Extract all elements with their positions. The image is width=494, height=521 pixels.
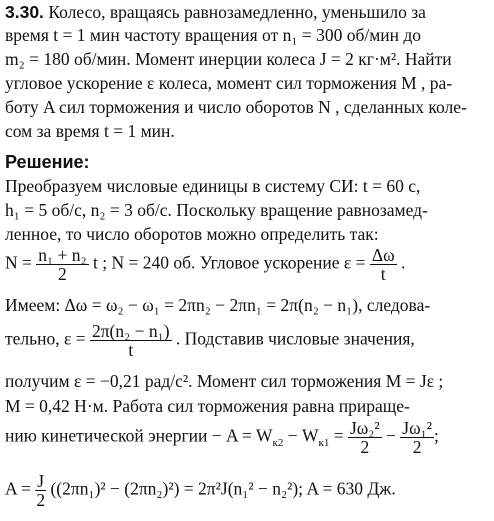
formula-work-eq: = [329,425,344,446]
solution-line-6 [5,322,415,359]
problem-line-1 [5,2,426,23]
fraction-eps-denominator: t [128,340,134,360]
solution-line-7: получим ε = −0,21 рад/с². Момент сил торможения M = Jε ; [5,371,444,391]
fraction-epsilon-denominator: t [380,264,386,284]
formula-eps-lhs: тельно, ε = [5,328,86,349]
problem-line-4: угловое ускорение ε колеса, момент сил торможения M , ра- [5,73,453,93]
fraction-energy-2 [348,419,382,456]
solution-line-8: M = 0,42 Н·м. Работа сил торможения равна прираще- [5,396,410,416]
fraction-j-half-denominator: 2 [36,490,46,510]
formula-n-lhs: N = [5,252,32,273]
fraction-epsilon-numerator: Δω [371,245,395,265]
formula-period: . [401,252,406,273]
fraction-n-denominator: 2 [58,264,67,284]
solution-line-9 [5,419,439,456]
formula-a-lhs: A = [5,478,31,499]
solution-line-5: Имеем: Δω = ω₂ − ω₁ = 2πn₂ − 2πn₁ = 2π(n₂ − n₁), следова- [5,295,431,315]
fraction-eps-numerator: 2π(n₂ − n₁) [91,321,170,341]
problem-number: 3.30. [5,2,44,22]
formula-n-rest: t ; N = 240 об. Угловое ускорение ε = [92,252,366,273]
fraction-energy-2-denominator: 2 [360,437,370,457]
fraction-eps [90,322,172,359]
problem-line-2: время t = 1 мин частоту вращения от n₁ = 300 об/мин до [5,25,422,45]
fraction-n [36,246,88,283]
fraction-j-half [35,472,46,509]
formula-energy-end: ; [433,425,439,446]
solution-line-2: h₁ = 5 об/с, n₂ = 3 об/с. Поскольку вращение равнозамед- [5,200,428,220]
formula-work-minus: − W [283,425,319,446]
problem-line-3: m₂ = 180 об/мин. Момент инерции колеса J = 2 кг·м². Найти [5,49,452,69]
solution-line-3: ленное, то число оборотов можно определить так: [5,224,379,244]
formula-energy-minus: − [381,425,401,446]
problem-line-5: боту A сил торможения и число оборотов N , сделанных коле- [5,97,467,117]
fraction-energy-1 [400,419,434,456]
subscript-k1: к1 [318,437,330,450]
solution-line-1: Преобразуем числовые единицы в систему СИ: t = 60 с, [5,176,421,196]
fraction-n-numerator: n₁ + n₂ [38,245,87,265]
problem-text-1: Колесо, вращаясь равнозамедленно, уменьшило за [48,2,426,22]
fraction-j-half-numerator: J [37,471,45,491]
solution-heading: Решение: [5,152,90,172]
fraction-energy-2-numerator: Jω₂² [349,418,380,438]
fraction-energy-1-denominator: 2 [412,437,422,457]
formula-work-lhs: нию кинетической энергии − A = W [5,425,273,446]
solution-line-10 [5,472,396,509]
fraction-epsilon [370,246,397,283]
solution-line-4 [5,246,405,283]
formula-eps-rest: . Подставив числовые значения, [175,328,415,349]
formula-a-rest: ((2πn₁)² − (2πn₂)²) = 2π²J(n₁² − n₂²); A = 630 Дж. [50,478,396,499]
subscript-k2: к2 [272,437,284,450]
fraction-energy-1-numerator: Jω₁² [402,418,432,438]
problem-line-6: сом за время t = 1 мин. [5,121,175,141]
